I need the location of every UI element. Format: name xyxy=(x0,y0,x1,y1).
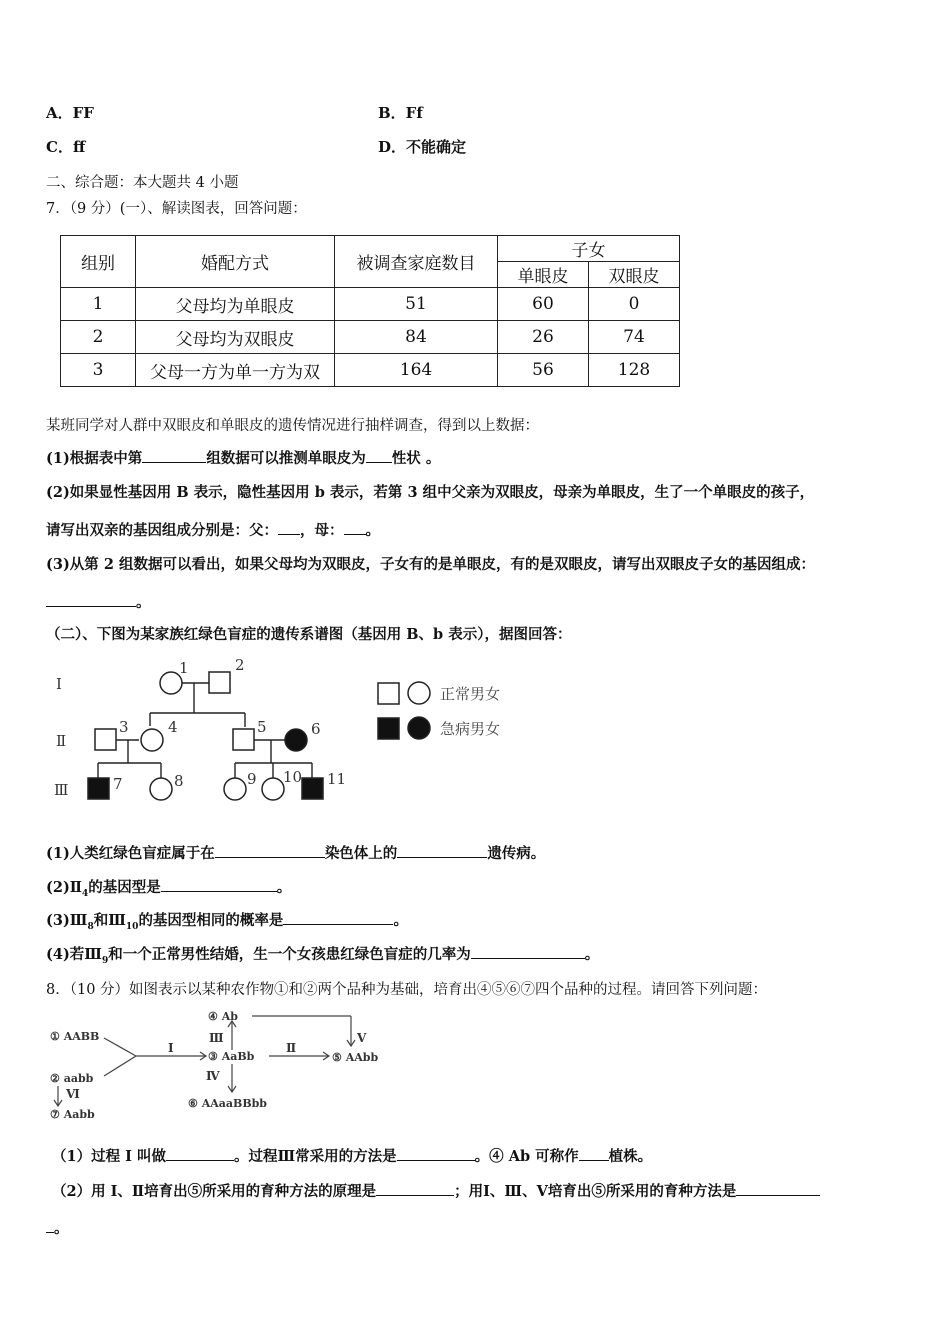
merge-line xyxy=(104,1038,136,1056)
individual-10-female xyxy=(262,778,284,800)
individual-9-female xyxy=(224,778,246,800)
text: 。 xyxy=(584,946,600,963)
individual-6-affected-female xyxy=(285,729,307,751)
text: (3)Ⅲ xyxy=(46,912,88,929)
q8-sub2-end xyxy=(46,1217,69,1238)
table-row xyxy=(61,354,680,387)
cell: 2 xyxy=(61,321,136,354)
node-1: ① AABB xyxy=(50,1030,100,1043)
node-5: ⑤ AAbb xyxy=(332,1051,379,1064)
cell: 父母均为双眼皮 xyxy=(136,321,335,354)
legend-affected-label: 急病男女 xyxy=(440,720,501,738)
answer-blank[interactable] xyxy=(278,520,300,535)
answer-blank[interactable] xyxy=(161,877,277,892)
cell: 56 xyxy=(498,354,589,387)
individual-4-female xyxy=(141,729,163,751)
survey-table xyxy=(60,235,680,387)
legend-normal-female xyxy=(408,682,430,704)
legend-affected-female xyxy=(408,717,430,739)
text: 。 xyxy=(393,912,408,929)
header-double-eyelid: 双眼皮 xyxy=(589,262,680,288)
q8-sub1 xyxy=(52,1145,652,1166)
node-7: ⑦ Aabb xyxy=(50,1108,95,1121)
text: (1)根据表中第 xyxy=(46,450,143,467)
answer-blank[interactable] xyxy=(471,944,585,959)
answer-blank[interactable] xyxy=(736,1181,820,1196)
text: （1）过程 I 叫做 xyxy=(52,1148,166,1165)
generation-label: I xyxy=(56,675,62,693)
cell: 84 xyxy=(335,321,498,354)
breeding-diagram xyxy=(46,1006,406,1121)
cell: 51 xyxy=(335,288,498,321)
id-label: 9 xyxy=(247,770,257,788)
step-label: Ⅲ xyxy=(209,1031,224,1045)
text: 和Ⅲ xyxy=(93,912,126,929)
q7-part2-sub4 xyxy=(46,943,599,966)
answer-blank[interactable] xyxy=(166,1146,234,1161)
text: 的基因型相同的概率是 xyxy=(138,912,284,929)
node-4: ④ Ab xyxy=(208,1010,238,1023)
answer-blank[interactable] xyxy=(215,843,325,858)
header-marriage: 婚配方式 xyxy=(136,236,335,288)
option-c: C．ff xyxy=(46,138,86,156)
cell: 父母均为单眼皮 xyxy=(136,288,335,321)
option-a: A．FF xyxy=(46,104,94,122)
individual-2-male xyxy=(209,672,230,693)
q7-sub3-line1: (3)从第 2 组数据可以看出，如果父母均为双眼皮，子女有的是单眼皮，有的是双眼皮，请写出双眼皮子女的基因组成： xyxy=(46,556,815,573)
subscript: 10 xyxy=(125,921,139,932)
legend-normal-male xyxy=(378,683,399,704)
header-group: 组别 xyxy=(61,236,136,288)
id-label: 3 xyxy=(119,718,129,736)
node-6: ⑥ AAaaBBbb xyxy=(188,1097,267,1110)
cell: 父母一方为单一方为双 xyxy=(136,354,335,387)
text: (4)若Ⅲ xyxy=(46,946,102,963)
q7-sub3-line2 xyxy=(46,591,151,612)
header-single-eyelid: 单眼皮 xyxy=(498,262,589,288)
text: 植株。 xyxy=(608,1148,653,1165)
answer-blank[interactable] xyxy=(283,910,393,925)
option-b: B．Ff xyxy=(378,104,423,122)
text: 的基因型是 xyxy=(88,879,161,896)
text: 性状 。 xyxy=(391,450,441,467)
text: 。 xyxy=(276,879,292,896)
node-2: ② aabb xyxy=(50,1072,94,1085)
q7-sub2-line1: (2)如果显性基因用 B 表示，隐性基因用 b 表示，若第 3 组中父亲为双眼皮，母亲为单眼皮，生了一个单眼皮的孩子， xyxy=(46,484,815,501)
text: ，母： xyxy=(300,522,344,539)
q7-part2-sub3 xyxy=(46,909,408,932)
generation-label: Ⅱ xyxy=(56,732,67,750)
table-row xyxy=(61,288,680,321)
individual-5-male xyxy=(233,729,254,750)
answer-blank[interactable] xyxy=(46,1218,54,1233)
cell: 74 xyxy=(589,321,680,354)
individual-8-female xyxy=(150,778,172,800)
subscript: 8 xyxy=(87,921,94,932)
individual-7-affected-male xyxy=(88,778,109,799)
cell: 26 xyxy=(498,321,589,354)
cell: 60 xyxy=(498,288,589,321)
q7-part2-sub1 xyxy=(46,842,545,863)
individual-3-male xyxy=(95,729,116,750)
cell: 1 xyxy=(61,288,136,321)
answer-blank[interactable] xyxy=(46,592,136,607)
legend-affected-male xyxy=(378,718,399,739)
answer-blank[interactable] xyxy=(366,448,392,463)
q7-part2-sub2 xyxy=(46,876,291,899)
subscript: 4 xyxy=(82,888,89,899)
q7-lead: 某班同学对人群中双眼皮和单眼皮的遗传情况进行抽样调查，得到以上数据： xyxy=(46,418,539,434)
q8-intro: 8．（10 分）如图表示以某种农作物①和②两个品种为基础，培育出④⑤⑥⑦四个品种的过程。请回答下列问题： xyxy=(46,982,768,998)
id-label: 8 xyxy=(174,772,184,790)
q7-part2-intro: （二）、下图为某家族红绿色盲症的遗传系谱图（基因用 B、b 表示），据图回答： xyxy=(46,626,572,643)
text: (1)人类红绿色盲症属于在 xyxy=(46,845,215,862)
id-label: 4 xyxy=(168,718,178,736)
table-row xyxy=(61,321,680,354)
id-label: 7 xyxy=(113,775,123,793)
q7-intro: 7．（9 分）(一）、解读图表，回答问题： xyxy=(46,201,307,217)
q7-sub2-line2 xyxy=(46,519,380,540)
text: ；用Ⅰ、Ⅲ、Ⅴ培育出⑤所采用的育种方法是 xyxy=(454,1183,737,1200)
pedigree-chart xyxy=(40,650,540,820)
answer-blank[interactable] xyxy=(142,448,206,463)
text: （2）用 I、Ⅱ培育出⑤所采用的育种方法的原理是 xyxy=(52,1183,377,1200)
cell: 164 xyxy=(335,354,498,387)
header-families: 被调查家庭数目 xyxy=(335,236,498,288)
text: 。 xyxy=(54,1220,69,1237)
cell: 128 xyxy=(589,354,680,387)
cell: 3 xyxy=(61,354,136,387)
q8-sub2 xyxy=(52,1180,820,1201)
text: 染色体上的 xyxy=(324,845,398,862)
generation-label: Ⅲ xyxy=(54,781,69,799)
step-label: Ⅵ xyxy=(66,1087,80,1101)
answer-blank[interactable] xyxy=(344,520,366,535)
step-label: Ⅳ xyxy=(206,1069,220,1083)
text: 和一个正常男性结婚，生一个女孩患红绿色盲症的几率为 xyxy=(108,946,471,963)
answer-blank[interactable] xyxy=(579,1146,609,1161)
node-3: ③ AaBb xyxy=(208,1050,255,1063)
id-label: 1 xyxy=(179,659,189,677)
text: 。 xyxy=(365,522,380,539)
text: 。 xyxy=(136,594,151,611)
merge-line xyxy=(104,1056,136,1076)
option-d: D．不能确定 xyxy=(378,138,467,156)
step-label: Ⅱ xyxy=(286,1041,297,1055)
answer-blank[interactable] xyxy=(376,1181,454,1196)
answer-blank[interactable] xyxy=(397,843,487,858)
id-label: 11 xyxy=(327,770,347,788)
id-label: 6 xyxy=(311,720,321,738)
id-label: 5 xyxy=(257,718,267,736)
text: 请写出双亲的基因组成分别是：父： xyxy=(46,522,278,539)
individual-11-affected-male xyxy=(302,778,323,799)
subscript: 9 xyxy=(101,955,109,966)
id-label: 2 xyxy=(235,656,245,674)
text: 。④ Ab 可称作 xyxy=(474,1148,579,1165)
answer-blank[interactable] xyxy=(397,1146,475,1161)
section-heading: 二、综合题：本大题共 4 小题 xyxy=(46,175,239,191)
header-children: 子女 xyxy=(498,236,680,262)
id-label: 10 xyxy=(283,768,303,786)
text: 组数据可以推测单眼皮为 xyxy=(206,450,366,467)
cell: 0 xyxy=(589,288,680,321)
q7-sub1 xyxy=(46,447,440,468)
step-label: V xyxy=(357,1031,367,1045)
legend-normal-label: 正常男女 xyxy=(440,685,501,703)
text: 。过程Ⅲ常采用的方法是 xyxy=(233,1148,397,1165)
step-label: I xyxy=(168,1041,174,1055)
text: (2)Ⅱ xyxy=(46,879,83,896)
text: 遗传病。 xyxy=(487,845,546,862)
